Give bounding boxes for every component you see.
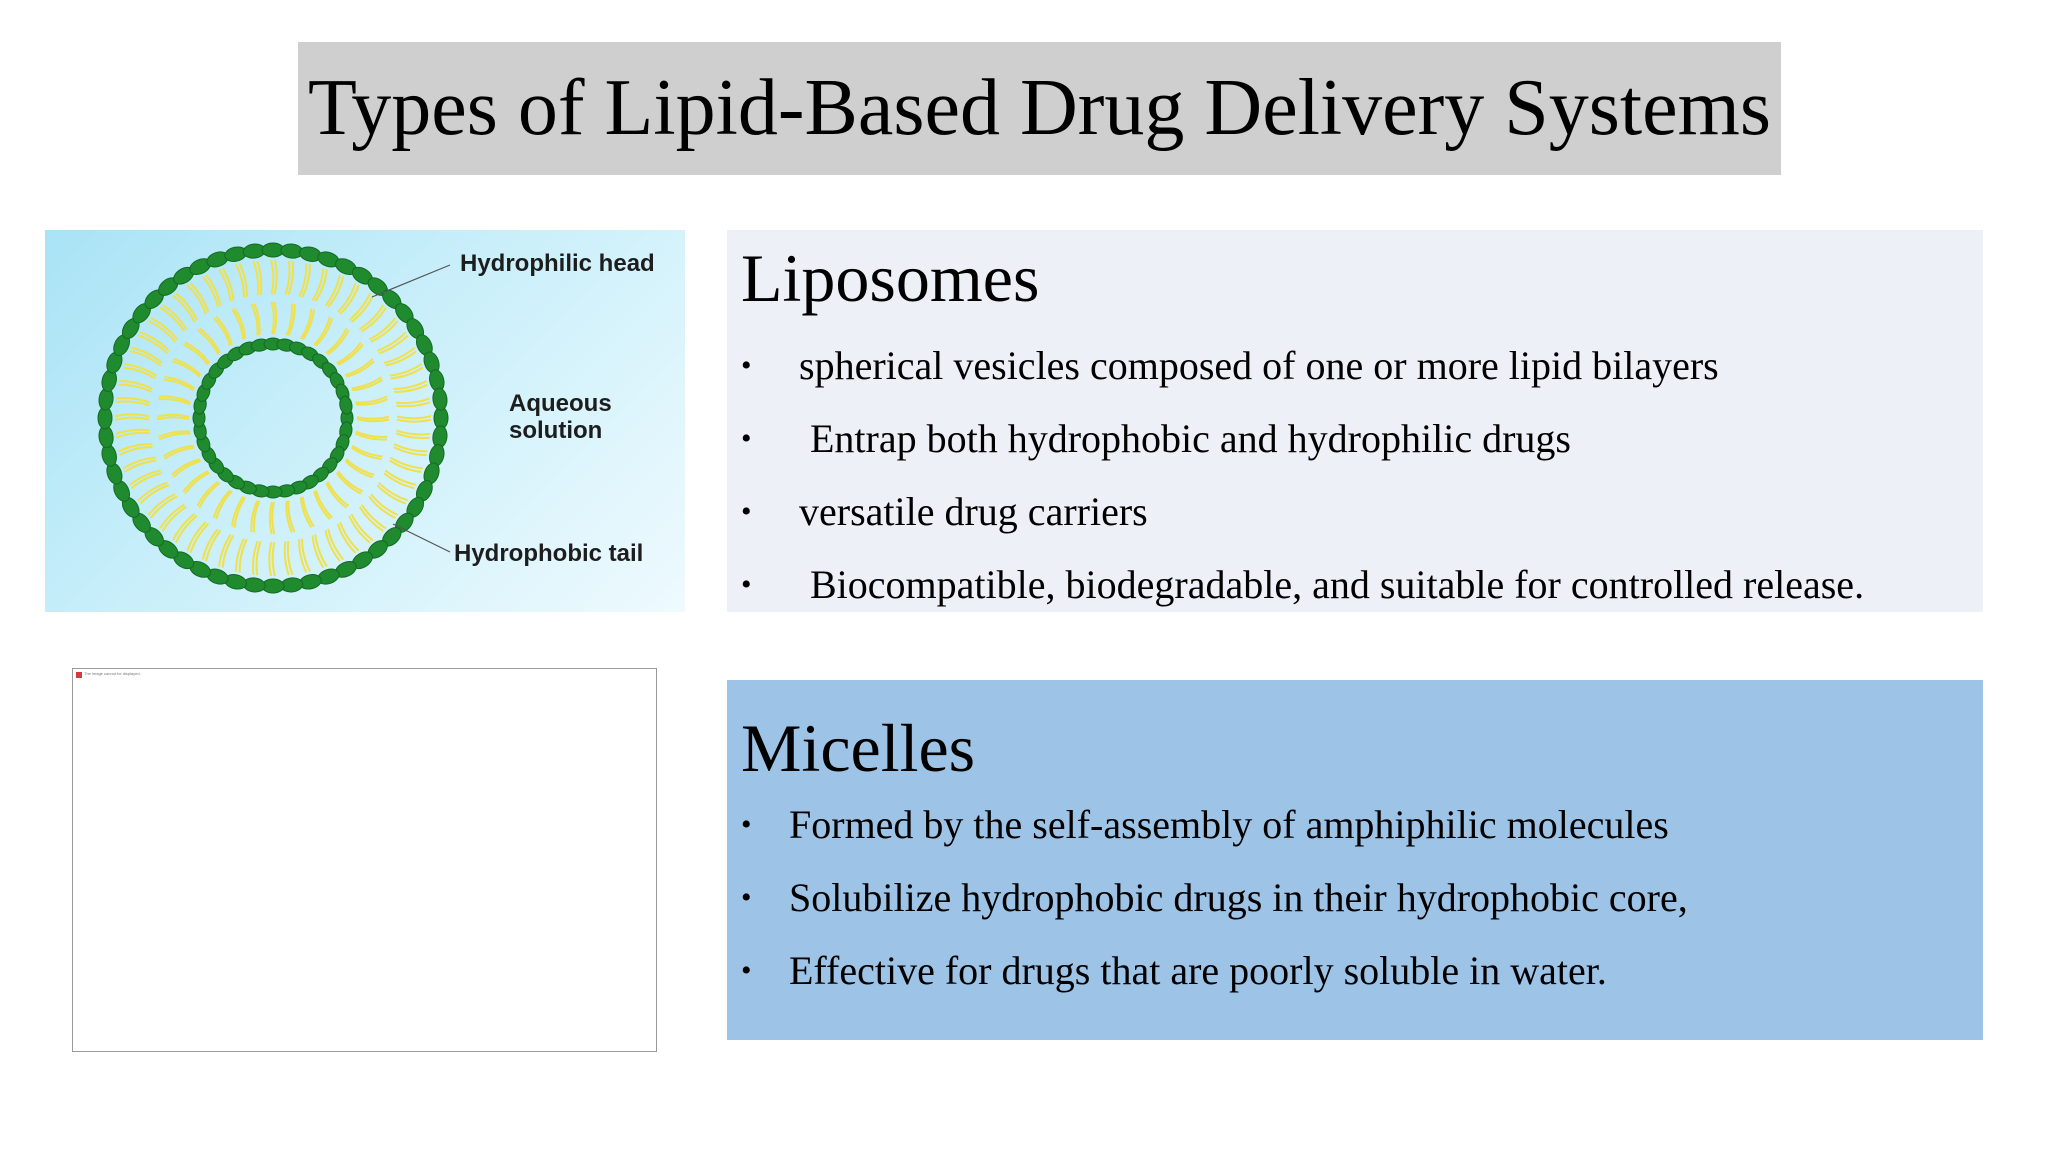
outer-tail (351, 296, 373, 322)
outer-tail (288, 541, 293, 575)
outer-tail (315, 535, 327, 567)
outer-tail (257, 541, 261, 575)
outer-tail (377, 485, 406, 503)
broken-image-placeholder (72, 668, 657, 1052)
inner-tail (328, 482, 349, 506)
outer-tail (313, 536, 324, 568)
bullet-text: spherical vesicles composed of one or more lipid bilayers (799, 343, 1719, 388)
bullet-text: Biocompatible, biodegradable, and suitable for controlled release. (810, 562, 1865, 607)
outer-tail (328, 276, 343, 306)
label-aqueous-line1: Aqueous (509, 390, 612, 417)
outer-tail (123, 458, 155, 469)
bullet-icon: • (741, 422, 752, 455)
outer-tail (369, 496, 395, 518)
bullet-icon: • (741, 808, 752, 841)
outer-tail (349, 516, 370, 543)
broken-image-icon (76, 672, 82, 678)
bullet-text: Effective for drugs that are poorly soluble in water. (789, 948, 1607, 993)
inner-tail (185, 473, 209, 494)
outer-tail (138, 483, 167, 501)
inner-tail (337, 342, 361, 363)
label-aqueous-line2: solution (509, 417, 603, 444)
outer-tail (271, 260, 273, 294)
outer-tail (269, 542, 271, 576)
outer-tail (115, 414, 149, 416)
inner-tail (357, 417, 389, 419)
bullet-icon: • (741, 954, 752, 987)
outer-tail (385, 351, 416, 365)
outer-tail (163, 305, 187, 329)
outer-tail (273, 542, 275, 576)
bullet-icon: • (741, 568, 752, 601)
outer-tail (148, 494, 175, 515)
outer-tail (391, 368, 423, 379)
outer-tail (131, 348, 161, 363)
liposomes-heading: Liposomes (741, 240, 1040, 316)
outer-tail (219, 535, 231, 567)
outer-tail (379, 336, 408, 354)
outer-tail (206, 275, 220, 306)
outer-tail (116, 433, 150, 438)
outer-tail (340, 285, 358, 314)
micelles-heading: Micelles (741, 710, 976, 786)
broken-image-alt-text: The image cannot be displayed. (84, 671, 141, 676)
outer-tail (396, 430, 430, 434)
bullet-icon: • (741, 881, 752, 914)
liposome-diagram (45, 230, 685, 612)
outer-tail (173, 514, 195, 540)
bullet-icon: • (741, 495, 752, 528)
inner-tail (197, 330, 218, 354)
outer-tail (130, 470, 161, 484)
outer-tail (397, 419, 431, 421)
bullet-text: Formed by the self-assembly of amphiphilic molecules (789, 802, 1669, 847)
inner-tail (272, 302, 274, 334)
bullet-text: versatile drug carriers (799, 489, 1148, 534)
outer-tail (187, 522, 205, 551)
outer-tail (390, 460, 422, 472)
outer-tail (274, 260, 276, 294)
outer-tail (396, 398, 430, 403)
outer-tail (397, 416, 431, 418)
inner-tail (272, 502, 274, 534)
outer-tail (219, 270, 231, 302)
outer-tail (384, 473, 414, 488)
outer-tail (125, 364, 157, 376)
inner-tail (200, 483, 220, 508)
bullet-text: Entrap both hydrophobic and hydrophilic drugs (810, 416, 1571, 461)
outer-tail (390, 364, 422, 376)
leader-line-tail (393, 524, 450, 552)
title-box (298, 42, 1781, 175)
outer-tail (176, 293, 197, 320)
outer-tail (253, 261, 258, 295)
bullet-text: Solubilize hydrophobic drugs in their hydrophobic core, (789, 875, 1688, 920)
outer-tail (191, 283, 209, 312)
label-hydrophobic-tail: Hydrophobic tail (454, 540, 644, 567)
outer-head (432, 387, 448, 410)
outer-tail (115, 418, 149, 420)
outer-tail (371, 321, 398, 342)
outer-tail (140, 332, 169, 350)
outer-tail (223, 268, 234, 300)
outer-tail (360, 507, 384, 531)
outer-tail (125, 460, 157, 472)
inner-tail (338, 471, 363, 491)
liposomes-panel (727, 230, 1983, 612)
outer-tail (325, 530, 339, 561)
inner-tail (326, 328, 346, 353)
micelles-panel (727, 680, 1983, 1040)
inner-tail (183, 345, 208, 365)
outer-tail (203, 529, 218, 559)
outer-tail (315, 270, 327, 302)
outer-tail (151, 318, 177, 340)
leader-line-head (372, 265, 450, 297)
outer-tail (338, 524, 356, 553)
outer-tail (285, 261, 289, 295)
outer-tail (160, 505, 184, 529)
label-hydrophilic-head: Hydrophilic head (460, 250, 655, 277)
outer-tail (116, 402, 150, 406)
slide-title: Types of Lipid-Based Drug Delivery Systems (307, 64, 1772, 152)
outer-tail (362, 308, 386, 332)
bullet-icon: • (741, 349, 752, 382)
inner-tail (157, 417, 189, 419)
